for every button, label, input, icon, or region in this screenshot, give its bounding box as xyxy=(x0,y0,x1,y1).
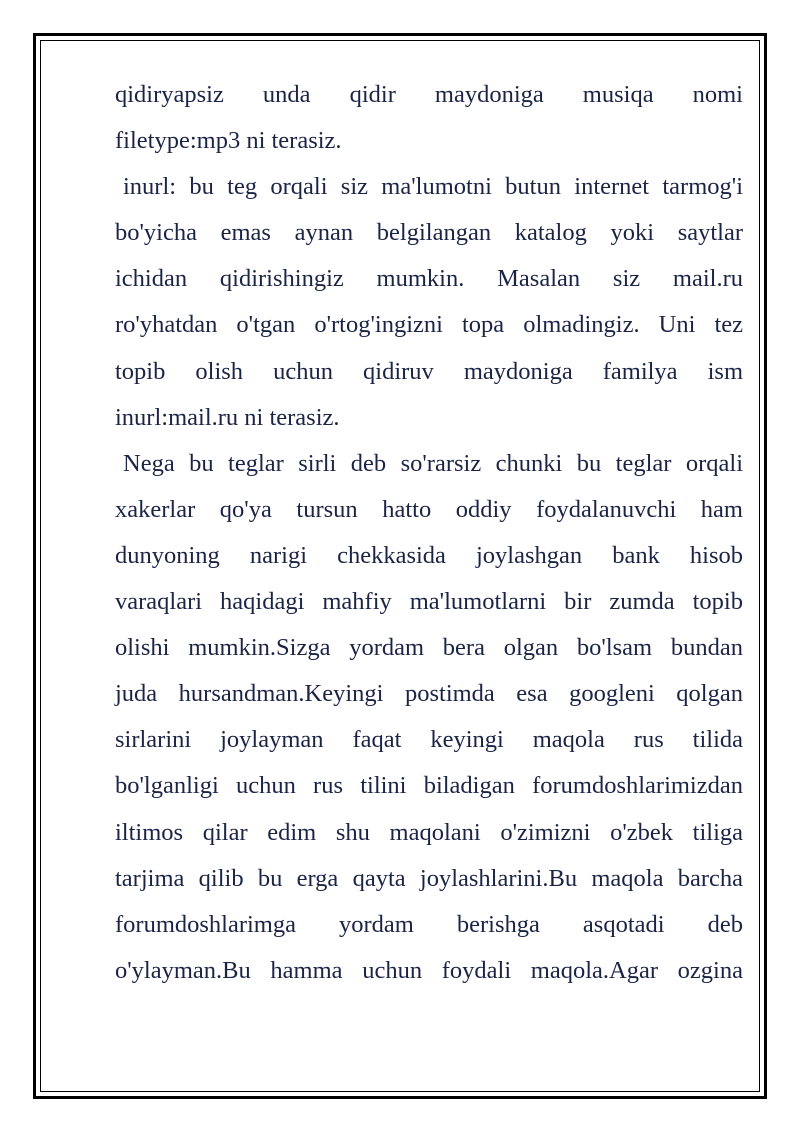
text-line: juda hursandman.Keyingi postimda esa googleni qolgan xyxy=(115,680,743,708)
text-line: dunyoning narigi chekkasida joylashgan bank hisob xyxy=(115,541,743,569)
text-line: varaqlari haqidagi mahfiy ma'lumotlarni bir zumda topib xyxy=(115,588,743,616)
text-line: bo'lganligi uchun rus tilini biladigan forumdoshlarimizdan xyxy=(115,772,743,800)
paragraph-2 xyxy=(115,164,743,441)
text-line: Nega bu teglar sirli deb so'rarsiz chunki bu teglar orqali xyxy=(123,449,743,477)
text-line: xakerlar qo'ya tursun hatto oddiy foydalanuvchi ham xyxy=(115,495,743,523)
text-line: sirlarini joylayman faqat keyingi maqola rus tilida xyxy=(115,726,743,754)
text-line: inurl:mail.ru ni terasiz. xyxy=(115,403,340,431)
text-line: tarjima qilib bu erga qayta joylashlarini.Bu maqola barcha xyxy=(115,864,743,892)
paragraph-3 xyxy=(115,441,743,994)
document-body xyxy=(115,72,743,994)
text-line: olishi mumkin.Sizga yordam bera olgan bo'lsam bundan xyxy=(115,634,743,662)
text-line: ichidan qidirishingiz mumkin. Masalan siz mail.ru xyxy=(115,265,743,293)
paragraph-1 xyxy=(115,72,743,164)
text-line: inurl: bu teg orqali siz ma'lumotni butun internet tarmog'i xyxy=(123,173,743,201)
text-line: ro'yhatdan o'tgan o'rtog'ingizni topa olmadingiz. Uni tez xyxy=(115,311,743,339)
text-line: forumdoshlarimga yordam berishga asqotadi deb xyxy=(115,910,743,938)
text-line: o'ylayman.Bu hamma uchun foydali maqola.Agar ozgina xyxy=(115,956,743,984)
text-line: qidiryapsiz unda qidir maydoniga musiqa nomi xyxy=(115,81,743,108)
text-line: bo'yicha emas aynan belgilangan katalog yoki saytlar xyxy=(115,219,743,247)
text-line: filetype:mp3 ni terasiz. xyxy=(115,127,342,155)
text-line: topib olish uchun qidiruv maydoniga familya ism xyxy=(115,357,743,385)
text-line: iltimos qilar edim shu maqolani o'zimizni o'zbek tiliga xyxy=(115,818,743,846)
